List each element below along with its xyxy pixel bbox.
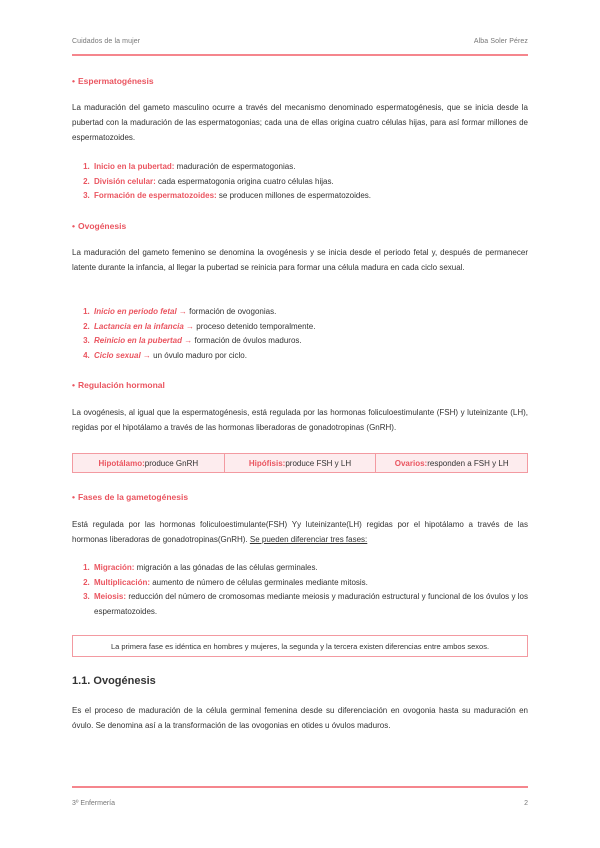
paragraph-hormonal: La ovogénesis, al igual que la espermatogénesis, está regulada por las hormonas foliculoestimulante (FSH) y luteinizante (LH), regidas por el hipotálamo a través de las hormonas liberadoras de gonadotropinas (GnRH). xyxy=(72,408,528,432)
paragraph-spermatogenesis: La maduración del gameto masculino ocurre a través del mecanismo denominado espermatogénesis, que se inicia desde la pubertad con la maduración de las espermatogonias; cada una de ellas origina cuatro células hijas, para así formar millones de espermatozoides. xyxy=(72,103,528,142)
bullet-icon: • xyxy=(72,492,75,502)
section-title-phases: • Fases de la gametogénesis xyxy=(72,492,189,502)
header-left: Cuidados de la mujer xyxy=(72,38,141,45)
list-item: 1. Migración: migración a las gónadas de las células germinales. xyxy=(92,561,528,576)
list-item: 2. Lactancia en la infancia → proceso detenido temporalmente. xyxy=(92,320,528,335)
footer-rule xyxy=(72,786,528,788)
list-spermatogenesis xyxy=(72,160,528,204)
section-title-spermatogenesis: • Espermatogénesis xyxy=(72,76,154,86)
header-rule xyxy=(72,54,528,56)
hormone-cell-ovaries: Ovarios: responden a FSH y LH xyxy=(394,458,509,468)
section-title-oogenesis: • Ovogénesis xyxy=(72,221,127,231)
list-phases xyxy=(72,561,528,620)
list-item: 2. Multiplicación: aumento de número de células germinales mediante mitosis. xyxy=(92,576,528,591)
list-oogenesis xyxy=(72,305,528,364)
bullet-icon: • xyxy=(72,380,75,390)
header-right: Alba Soler Pérez xyxy=(473,38,528,45)
paragraph-oogenesis: La maduración del gameto femenino se denomina la ovogénesis y se inicia desde el periodo fetal y, después de permanecer latente durante la infancia, al llegar la pubertad se reinicia para formar una célula madura en cada ciclo sexual. xyxy=(72,248,528,272)
hormone-table xyxy=(72,453,528,473)
section-title-hormonal: • Regulación hormonal xyxy=(72,380,165,390)
list-item: 4. Ciclo sexual → un óvulo maduro por ciclo. xyxy=(92,349,528,364)
list-item: 3. Reinicio en la pubertad → formación de óvulos maduros. xyxy=(92,334,528,349)
list-item: 1. Inicio en periodo fetal → formación de ovogonias. xyxy=(92,305,528,320)
hormone-cell-pituitary: Hipófisis: produce FSH y LH xyxy=(225,454,377,472)
bullet-icon: • xyxy=(72,76,75,86)
paragraph-ovogenesis-definition: Es el proceso de maduración de la célula germinal femenina desde su diferenciación en ovogonia hasta su maduración en óvulo. Se denomina así a la transformación de las ovogonias en otides u óvulos maduros. xyxy=(72,706,528,730)
note-box: La primera fase es idéntica en hombres y mujeres, la segunda y la tercera existen diferencias entre ambos sexos. xyxy=(72,635,528,657)
list-item: 3. Formación de espermatozoides: se producen millones de espermatozoides. xyxy=(92,189,528,204)
bullet-icon: • xyxy=(72,221,75,231)
footer-left: 3º Enfermería xyxy=(72,800,116,807)
paragraph-phases: Está regulada por las hormonas foliculoestimulante(FSH) Yy luteinizante(LH) regidas por el hipotálamo a través de las hormonas liberadoras de gonadotropinas(GnRH). Se pueden diferenciar tres fases: xyxy=(72,520,528,544)
list-item: 3. Meiosis: reducción del número de cromosomas mediante meiosis y maduración estructural y funcional de los óvulos y los espermatozoides. xyxy=(92,590,528,619)
subsection-heading: 1.1. Ovogénesis xyxy=(72,675,156,687)
page-number: 2 xyxy=(524,800,528,807)
list-item: 1. Inicio en la pubertad: maduración de espermatogonias. xyxy=(92,160,528,175)
hormone-cell-hypothalamus: Hipotálamo: produce GnRH xyxy=(73,454,225,472)
list-item: 2. División celular: cada espermatogonia origina cuatro células hijas. xyxy=(92,175,528,190)
